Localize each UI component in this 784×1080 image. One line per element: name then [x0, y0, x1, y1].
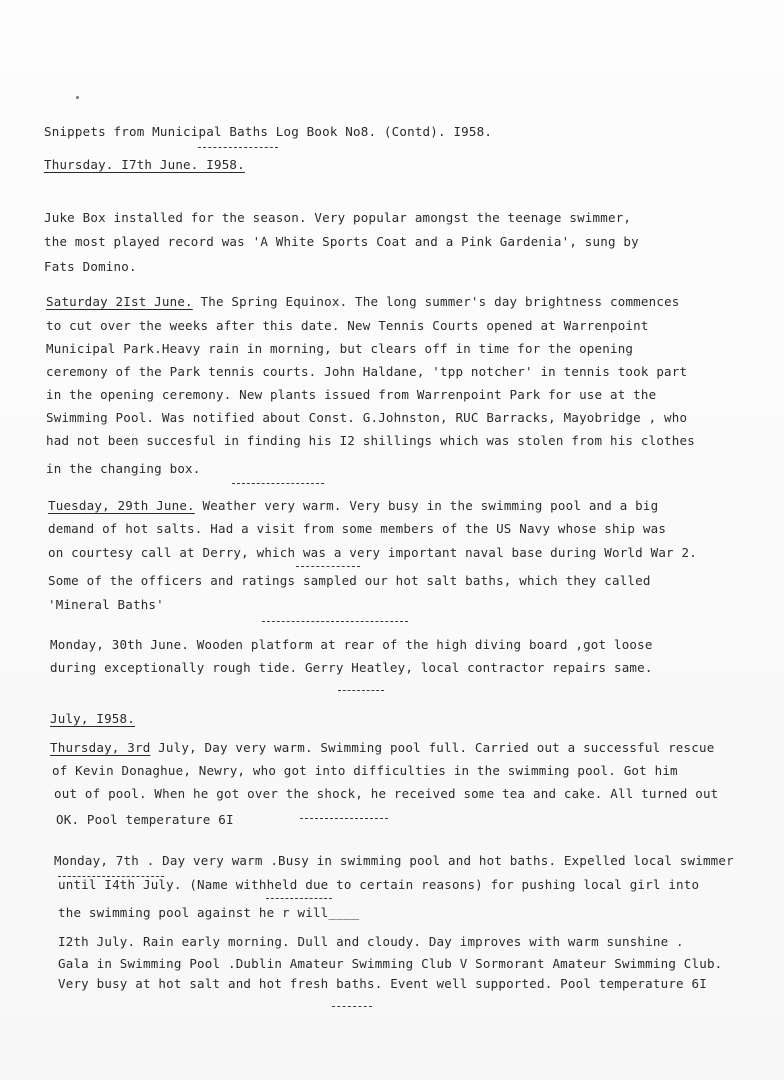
month-heading: July, I958. [50, 711, 135, 726]
underline-rule [296, 566, 360, 567]
entry-date: Tuesday, 29th June. [48, 498, 195, 513]
entry-text: Weather very warm. Very busy in the swimming pool and a big [202, 498, 659, 513]
separator-rule [338, 690, 384, 691]
entry-line: Very busy at hot salt and hot fresh baths. Event well supported. Pool temperature 6I [58, 976, 707, 991]
entry-line: demand of hot salts. Had a visit from some members of the US Navy whose ship was [48, 521, 667, 536]
entry-line: to cut over the weeks after this date. New Tennis Courts opened at Warrenpoint [46, 318, 649, 333]
title-underline [198, 147, 278, 148]
entry-line: OK. Pool temperature 6I [56, 812, 234, 827]
entry-line: ceremony of the Park tennis courts. John Haldane, 'tpp notcher' in tennis took part [46, 364, 688, 379]
entry-line: the most played record was 'A White Sports Coat and a Pink Gardenia', sung by [44, 234, 639, 249]
entry-first-line [50, 740, 714, 756]
entry-line: Municipal Park.Heavy rain in morning, but clears off in time for the opening [46, 341, 634, 356]
entry-first-line [46, 294, 680, 310]
entry-line: the swimming pool against he r will____ [58, 905, 360, 920]
separator-rule [232, 483, 324, 484]
underline-rule [266, 898, 332, 899]
paper-speck [76, 96, 79, 99]
separator-rule [332, 1006, 372, 1007]
entry-text: July, Day very warm. Swimming pool full. Carried out a successful rescue [158, 740, 715, 755]
entry-line: Some of the officers and ratings sampled our hot salt baths, which they called [48, 573, 651, 588]
entry-date: Saturday 2Ist June. [46, 294, 193, 309]
entry-line: Monday, 30th June. Wooden platform at rear of the high diving board ,got loose [50, 637, 653, 652]
entry-line: on courtesy call at Derry, which was a very important naval base during World War 2. [48, 545, 697, 560]
separator-rule [300, 818, 388, 819]
entry-line: had not been succesful in finding his I2 shillings which was stolen from his clothes [46, 433, 695, 448]
entry-line: until I4th July. (Name withheld due to certain reasons) for pushing local girl into [58, 877, 700, 892]
entry-line: in the opening ceremony. New plants issued from Warrenpoint Park for use at the [46, 387, 657, 402]
entry-line: I2th July. Rain early morning. Dull and cloudy. Day improves with warm sunshine . [58, 934, 684, 949]
entry-line: Swimming Pool. Was notified about Const. G.Johnston, RUC Barracks, Mayobridge , who [46, 410, 688, 425]
entry-line: out of pool. When he got over the shock, he received some tea and cake. All turned out [54, 786, 719, 801]
separator-rule [262, 621, 408, 622]
entry-line: Gala in Swimming Pool .Dublin Amateur Swimming Club V Sormorant Amateur Swimming Club. [58, 956, 723, 971]
entry-line: in the changing box. [46, 461, 201, 476]
entry-line: Monday, 7th . Day very warm .Busy in swimming pool and hot baths. Expelled local swimmer [54, 853, 734, 868]
page-title: Snippets from Municipal Baths Log Book No8. (Contd). I958. [44, 124, 493, 139]
entry-text: The Spring Equinox. The long summer's day brightness commences [200, 294, 680, 309]
entry-first-line [48, 498, 658, 514]
entry-line: Fats Domino. [44, 259, 137, 274]
entry-line: 'Mineral Baths' [48, 597, 164, 612]
entry-line: during exceptionally rough tide. Gerry Heatley, local contractor repairs same. [50, 660, 653, 675]
entry-date: Thursday, 3rd [50, 740, 151, 755]
entry-line: of Kevin Donaghue, Newry, who got into difficulties in the swimming pool. Got him [52, 763, 678, 778]
heading-date: Thursday. I7th June. I958. [44, 157, 245, 172]
entry-line: Juke Box installed for the season. Very popular amongst the teenage swimmer, [44, 210, 632, 225]
